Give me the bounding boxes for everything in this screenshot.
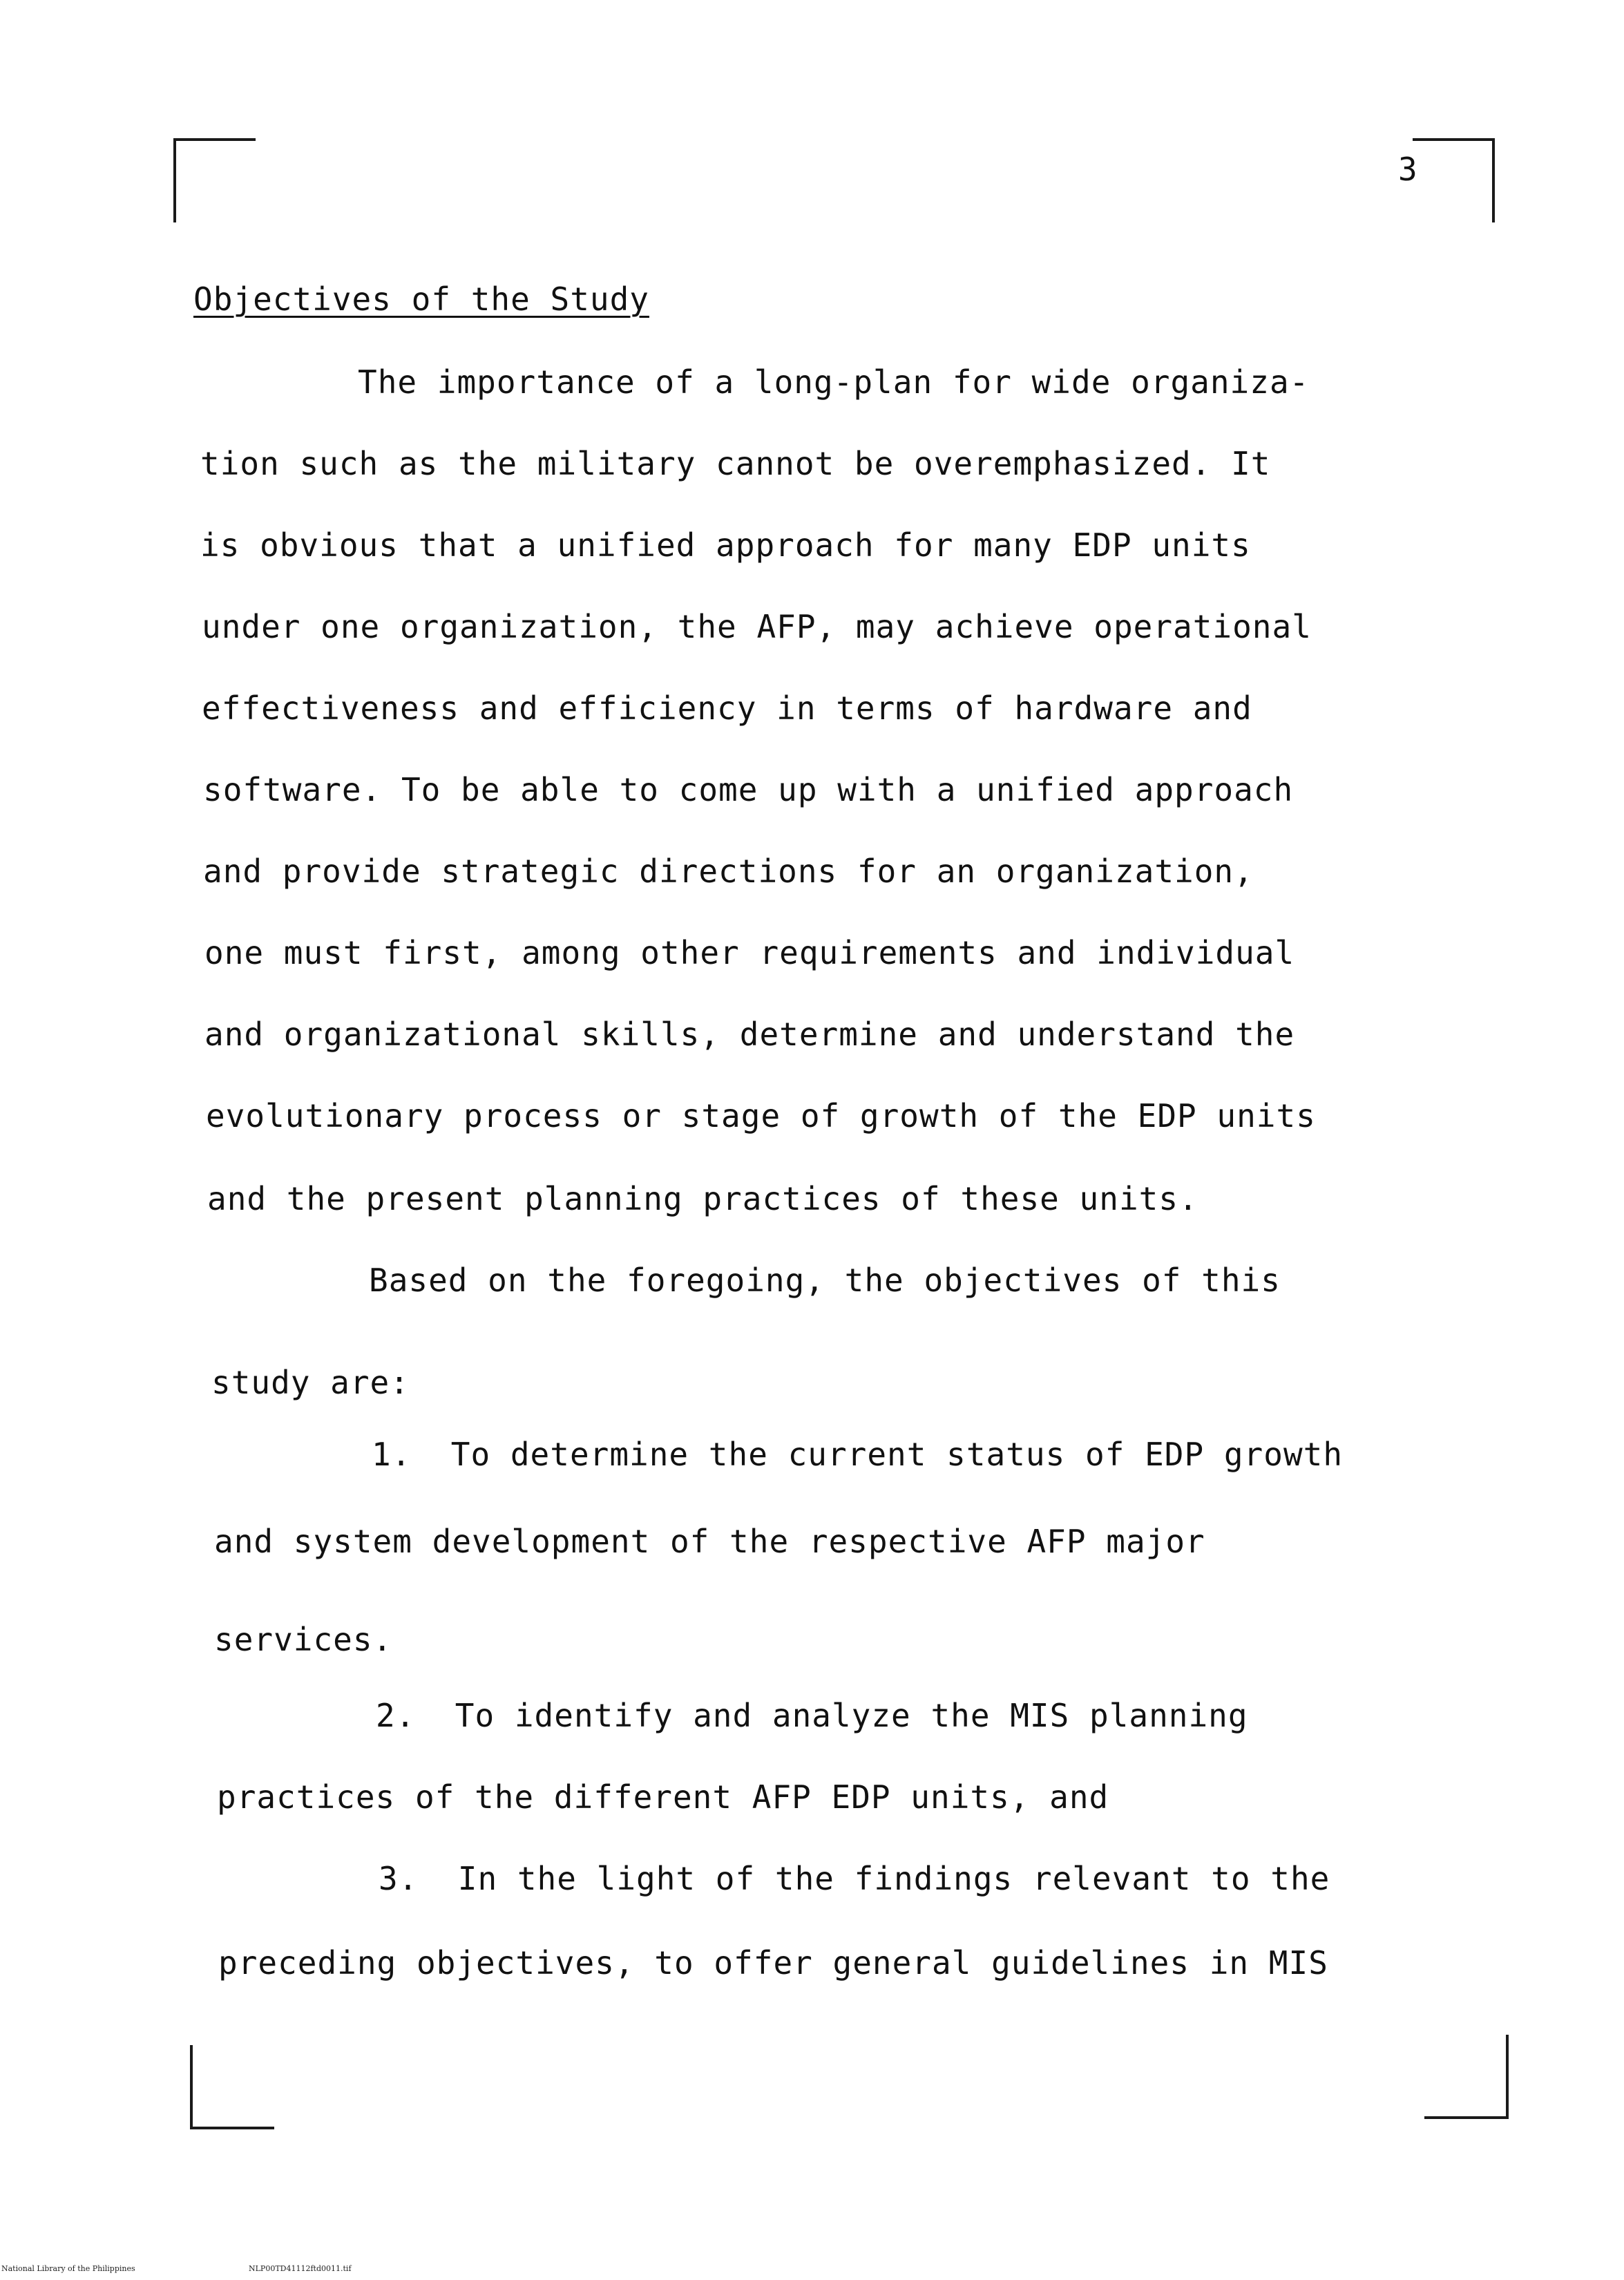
objective-number: 3.	[379, 1860, 419, 1897]
crop-mark-top-left	[173, 138, 256, 222]
objective-line: services.	[214, 1621, 393, 1658]
page-number: 3	[1398, 151, 1417, 188]
objective-first-line	[376, 1697, 1248, 1734]
paragraph-line: and the present planning practices of these units.	[207, 1180, 1198, 1217]
objective-first-line	[379, 1860, 1330, 1897]
objective-line: preceding objectives, to offer general guidelines in MIS	[218, 1944, 1328, 1982]
paragraph-line: effectiveness and efficiency in terms of hardware and	[202, 690, 1252, 727]
objective-number: 2.	[376, 1697, 416, 1734]
objective-text: To identify and analyze the MIS planning	[455, 1697, 1248, 1734]
crop-mark-bottom-right	[1424, 2035, 1509, 2119]
objective-text: In the light of the findings relevant to the	[457, 1860, 1330, 1897]
paragraph-line: evolutionary process or stage of growth of the EDP units	[206, 1097, 1316, 1134]
footer-filename: NLP00TD41112ftd0011.tif	[249, 2264, 352, 2273]
objective-first-line	[372, 1436, 1344, 1473]
paragraph-line: tion such as the military cannot be overemphasized. It	[200, 445, 1271, 482]
paragraph-line: under one organization, the AFP, may achieve operational	[202, 608, 1312, 645]
crop-mark-top-right	[1413, 138, 1495, 222]
paragraph-line: software. To be able to come up with a unified approach	[203, 771, 1294, 808]
paragraph-line: and organizational skills, determine and understand the	[204, 1016, 1295, 1053]
paragraph-line: and provide strategic directions for an organization,	[203, 853, 1254, 890]
paragraph-line: Based on the foregoing, the objectives of this	[369, 1262, 1281, 1299]
objective-line: practices of the different AFP EDP units, and	[217, 1778, 1109, 1816]
objective-number: 1.	[372, 1436, 412, 1473]
paragraph-line: The importance of a long-plan for wide organiza-	[358, 363, 1310, 401]
footer-library: National Library of the Philippines	[1, 2264, 135, 2273]
section-heading: Objectives of the Study	[193, 281, 649, 318]
crop-mark-bottom-left	[190, 2045, 274, 2129]
objective-text: To determine the current status of EDP growth	[450, 1436, 1344, 1473]
paragraph-line: is obvious that a unified approach for many EDP units	[200, 526, 1251, 564]
paragraph-line: study are:	[211, 1364, 410, 1401]
objective-line: and system development of the respective AFP major	[214, 1523, 1205, 1560]
paragraph-line: one must first, among other requirements and individual	[204, 934, 1295, 971]
